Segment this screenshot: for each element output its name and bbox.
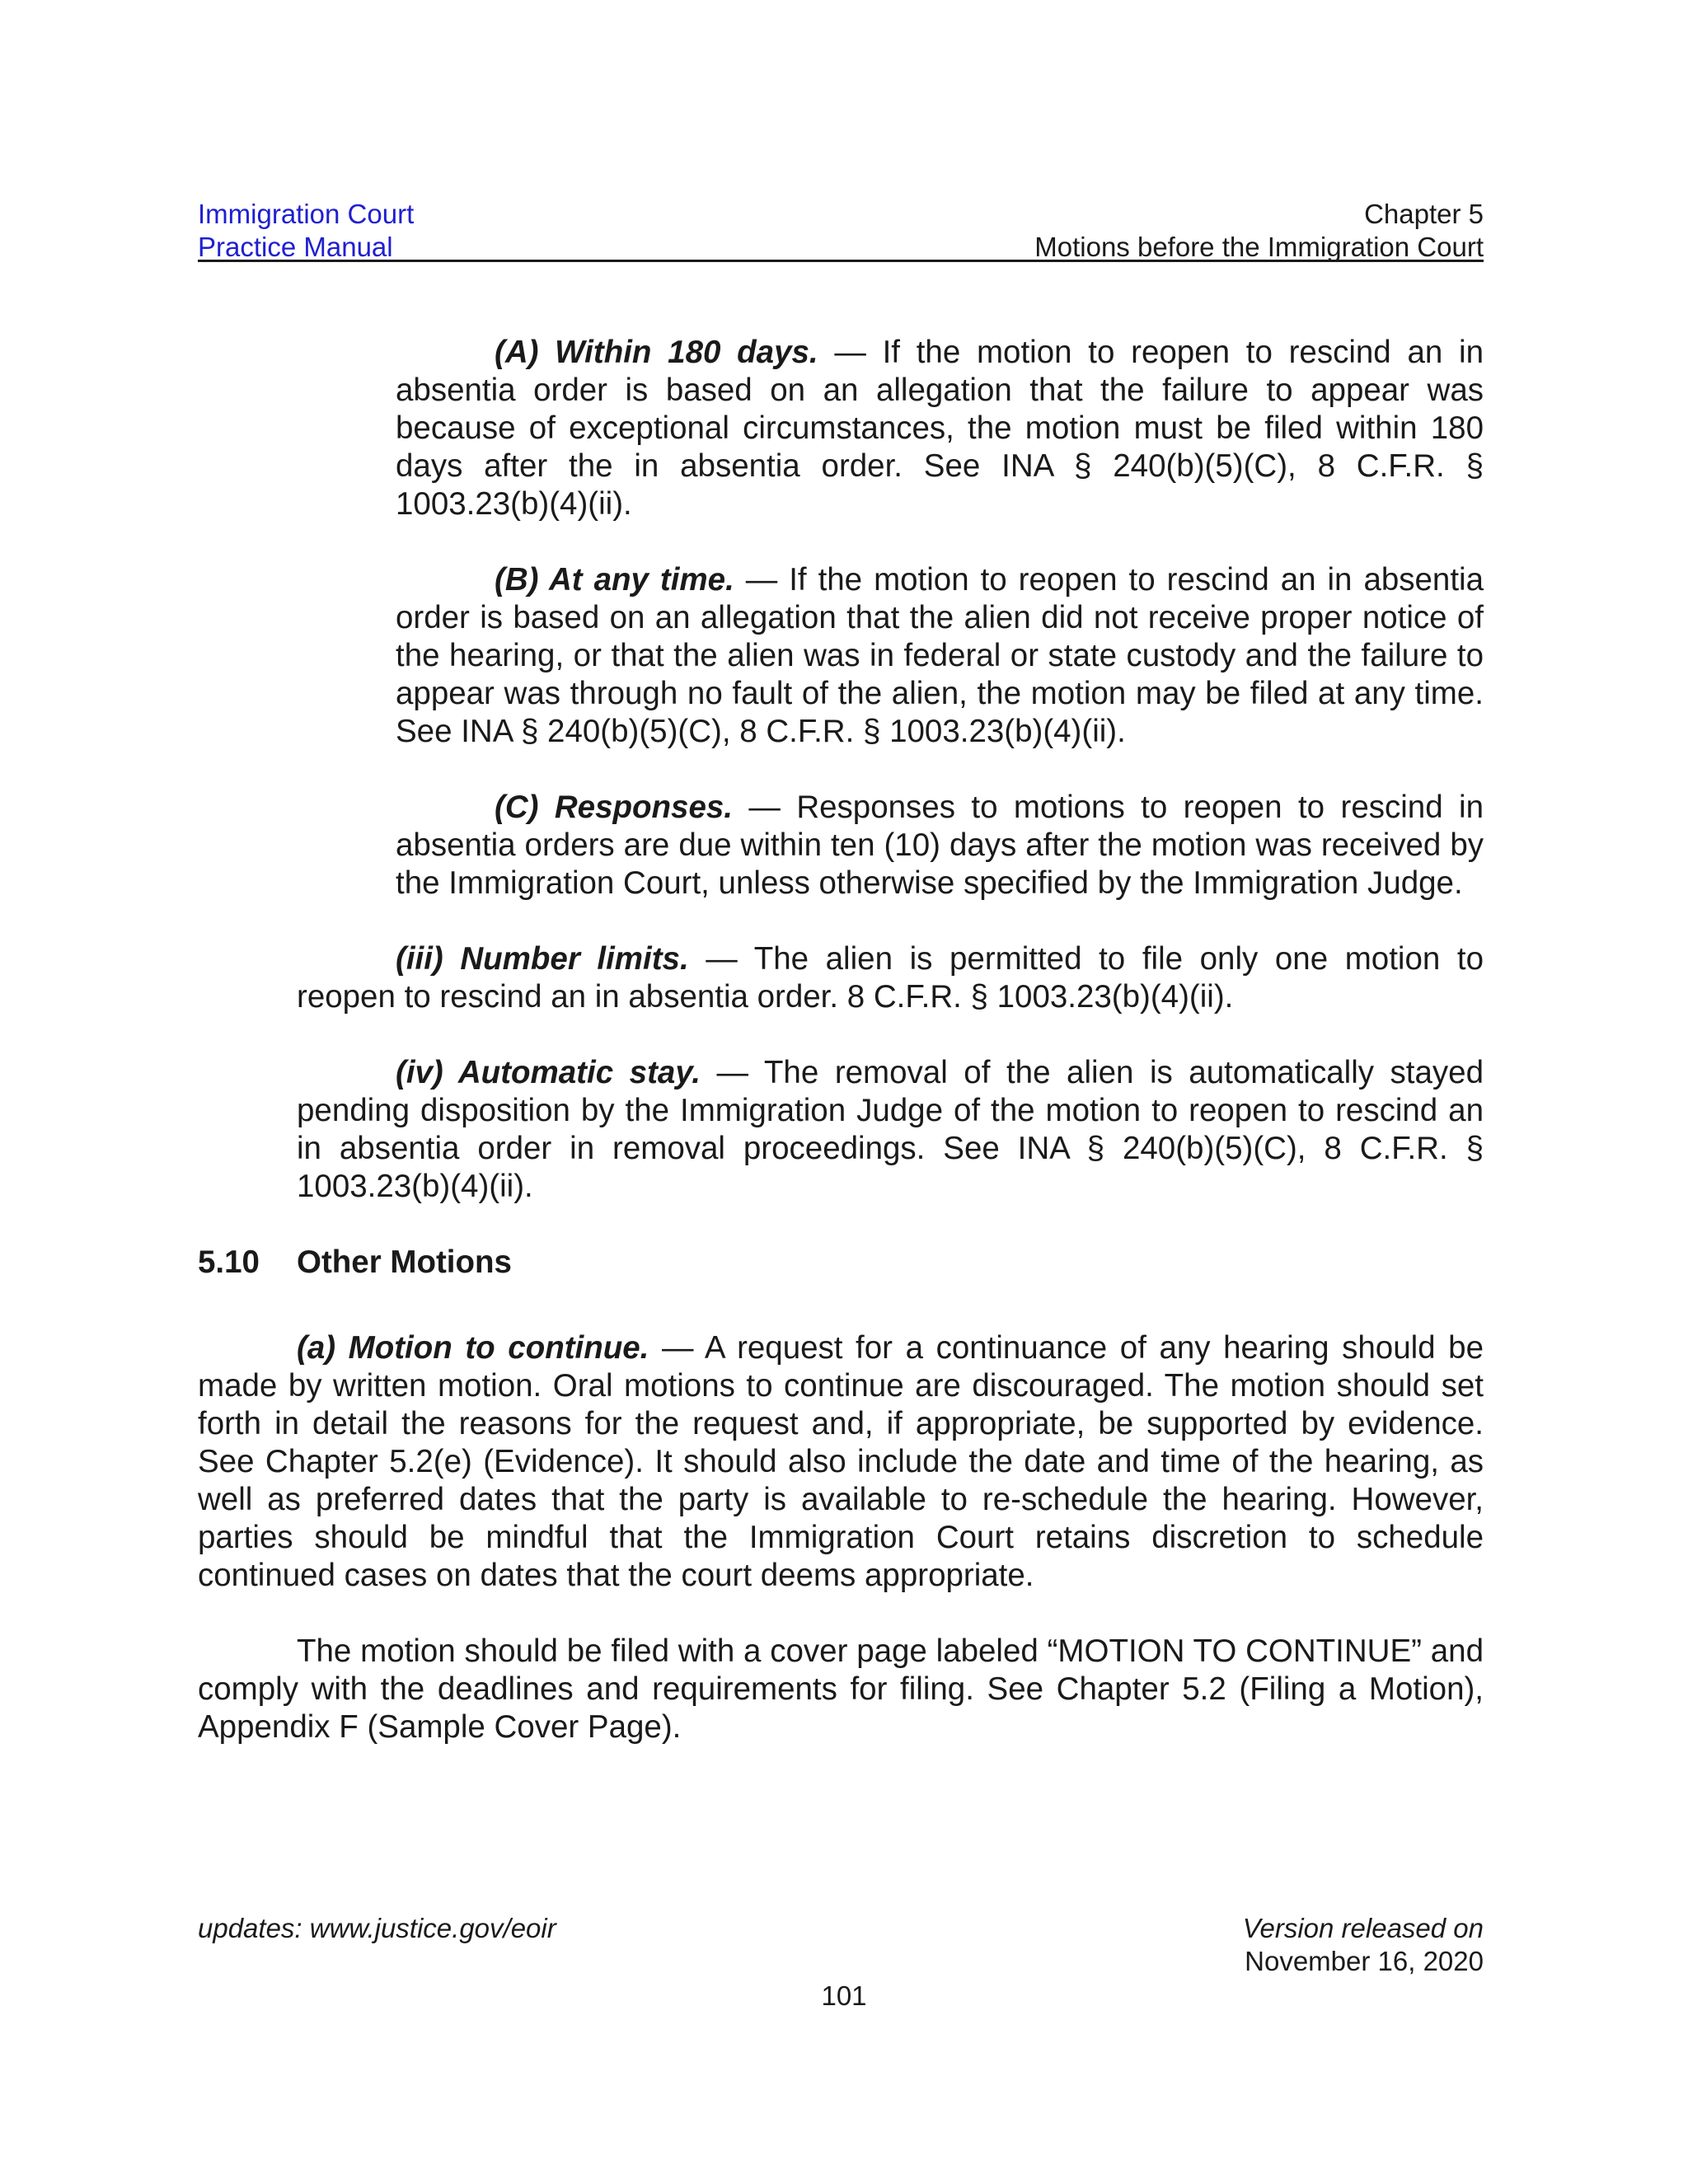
paragraph-text: — If the motion to reopen to rescind an in absentia order is based on an allegation that the alien did not receive proper notice of the hearing, or that the alien was in federal or state custody and the failure to appear was through no fault of the alien, the motion may be filed at any time. See INA § 240(b)(5)(C), 8 C.F.R. § 1003.23(b)(4)(ii). (396, 562, 1484, 749)
footer-version (1243, 1912, 1484, 1978)
paragraph-within-180-days (396, 334, 1484, 523)
paragraph-number-limits (297, 940, 1484, 1016)
paragraph-label: (iii) Number limits. (396, 941, 689, 977)
section-number: 5.10 (198, 1244, 260, 1280)
section-heading (198, 1244, 1484, 1282)
running-header-right (1034, 198, 1484, 264)
paragraph-text: — Responses to motions to reopen to rescind in absentia orders are due within ten (10) days after the motion was received by the Immigration Court, unless otherwise specified by the Immigration Judge. (396, 790, 1484, 901)
paragraph-text: The motion should be filed with a cover page labeled “MOTION TO CONTINUE” and comply with the deadlines and requirements for filing. See Chapter 5.2 (Filing a Motion), Appendix F (Sample Cover Page). (198, 1633, 1484, 1745)
header-chapter-number: Chapter 5 (1364, 199, 1484, 229)
running-header-left (198, 198, 414, 264)
paragraph-label: (a) Motion to continue. (297, 1330, 649, 1366)
paragraph-label: (C) Responses. (495, 790, 733, 825)
footer-updates-url: updates: www.justice.gov/eoir (198, 1913, 556, 1943)
paragraph-text: — The removal of the alien is automatically stayed pending disposition by the Immigration Judge of the motion to reopen to rescind an in absentia order in removal proceedings. See INA § 240(b)(5)(C), 8 C.F.R. § 1003.23(b)(4)(ii). (297, 1055, 1484, 1204)
page-body (198, 334, 1484, 1784)
paragraph-cover-page (198, 1633, 1484, 1746)
paragraph-label: (iv) Automatic stay. (396, 1055, 701, 1090)
paragraph-text: — If the motion to reopen to rescind an in absentia order is based on an allegation that the failure to appear was because of exceptional circumstances, the motion must be filed within 180 days after the in absentia order. See INA § 240(b)(5)(C), 8 C.F.R. § 1003.23(b)(4)(ii). (396, 335, 1484, 522)
section-title: Other Motions (297, 1244, 512, 1280)
paragraph-responses (396, 789, 1484, 902)
footer-version-date: November 16, 2020 (1245, 1946, 1484, 1976)
header-manual-title-line2: Practice Manual (198, 232, 393, 262)
header-rule (198, 260, 1484, 262)
paragraph-text: — A request for a continuance of any hearing should be made by written motion. Oral motions to continue are discouraged. The motion should set forth in detail the reasons for the request and, if appropriate, be supported by evidence. See Chapter 5.2(e) (Evidence). It should also include the date and time of the hearing, as well as preferred dates that the party is available to re-schedule the hearing. However, parties should be mindful that the Immigration Court retains discretion to schedule continued cases on dates that the court deems appropriate. (198, 1330, 1484, 1593)
header-manual-title-line1: Immigration Court (198, 199, 415, 229)
paragraph-at-any-time (396, 561, 1484, 751)
page-number: 101 (821, 1980, 867, 2011)
footer-version-label: Version released on (1242, 1913, 1484, 1943)
paragraph-automatic-stay (297, 1054, 1484, 1206)
paragraph-text: — The alien is permitted to file only one motion to reopen to rescind an in absentia order. 8 C.F.R. § 1003.23(b)(4)(ii). (297, 941, 1484, 1015)
header-chapter-title: Motions before the Immigration Court (1034, 232, 1484, 262)
paragraph-label: (B) At any time. (495, 562, 734, 598)
paragraph-label: (A) Within 180 days. (495, 335, 818, 370)
paragraph-motion-to-continue (198, 1329, 1484, 1595)
